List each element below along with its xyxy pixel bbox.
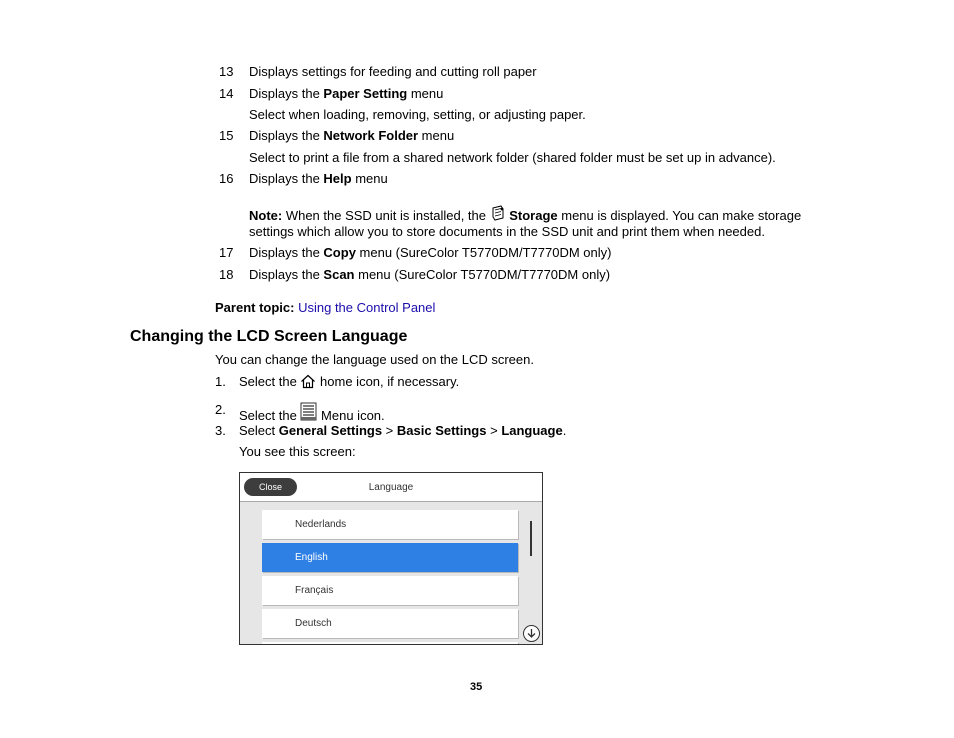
lcd-language-list	[240, 502, 542, 644]
parent-topic	[215, 300, 435, 315]
item-number-17: 17	[219, 245, 234, 260]
step-3-basic-settings: Basic Settings	[396, 423, 487, 438]
note-bold: Storage	[509, 208, 558, 223]
storage-icon	[490, 205, 506, 226]
step-number-2: 2.	[215, 402, 226, 417]
section-intro: You can change the language used on the LCD screen.	[215, 352, 534, 367]
parent-topic-link[interactable]: Using the Control Panel	[298, 300, 436, 315]
lcd-header	[240, 473, 542, 502]
lcd-language-item-selected[interactable]: English	[262, 543, 518, 572]
home-icon	[300, 374, 316, 392]
item-17-pre: Displays the	[249, 245, 324, 260]
step-1-post: home icon, if necessary.	[316, 374, 460, 389]
page-number: 35	[470, 681, 483, 693]
item-16-post: menu	[351, 171, 388, 186]
item-18-bold: Scan	[323, 267, 355, 282]
lcd-title: Language	[368, 482, 414, 493]
step-text-3	[239, 423, 566, 438]
item-17-post: menu (SureColor T5770DM/T7770DM only)	[355, 245, 612, 260]
step-2-pre: Select the	[239, 408, 301, 423]
item-18-post: menu (SureColor T5770DM/T7770DM only)	[354, 267, 611, 282]
step-1-pre: Select the	[239, 374, 301, 389]
step-3-language: Language	[501, 423, 563, 438]
scroll-down-icon[interactable]	[523, 625, 540, 642]
note-pre: When the SSD unit is installed, the	[282, 208, 490, 223]
step-3-sep-1: >	[382, 423, 397, 438]
item-15-post: menu	[418, 128, 455, 143]
step-text-1	[239, 374, 459, 392]
item-text-14	[249, 86, 443, 101]
item-text-13	[249, 64, 537, 79]
lcd-language-item[interactable]: Français	[262, 576, 518, 605]
item-text-18	[249, 267, 610, 282]
step-3-sep-2: >	[486, 423, 502, 438]
section-heading: Changing the LCD Screen Language	[130, 328, 408, 345]
step-3-pre: Select	[239, 423, 279, 438]
item-15-pre: Displays the	[249, 128, 324, 143]
item-16-pre: Displays the	[249, 171, 324, 186]
item-number-13: 13	[219, 64, 234, 79]
item-15-description: Select to print a file from a shared network folder (shared folder must be set up in advance).	[249, 150, 776, 165]
item-14-post: menu	[407, 86, 444, 101]
item-number-15: 15	[219, 128, 234, 143]
item-text-15	[249, 128, 454, 143]
parent-topic-label: Parent topic:	[215, 300, 295, 315]
item-18-pre: Displays the	[249, 267, 324, 282]
item-14-bold: Paper Setting	[323, 86, 408, 101]
lcd-screen	[239, 472, 543, 645]
note-line-1	[249, 205, 801, 226]
lcd-close-button[interactable]: Close	[244, 478, 297, 496]
item-16-bold: Help	[323, 171, 352, 186]
item-text-16	[249, 171, 388, 186]
note-label: Note:	[249, 208, 283, 223]
lcd-language-item-partial	[262, 642, 518, 645]
step-3-result: You see this screen:	[239, 444, 356, 459]
note-line-2: settings which allow you to store documents in the SSD unit and print them when needed.	[249, 224, 765, 239]
lcd-language-item[interactable]: Deutsch	[262, 609, 518, 638]
item-14-pre: Displays the	[249, 86, 324, 101]
note-post: menu is displayed. You can make storage	[557, 208, 802, 223]
item-14-description: Select when loading, removing, setting, or adjusting paper.	[249, 107, 586, 122]
step-3-general-settings: General Settings	[278, 423, 383, 438]
step-text-2	[239, 402, 385, 424]
menu-icon	[300, 402, 317, 424]
lcd-scrollbar[interactable]	[530, 521, 532, 556]
step-2-post: Menu icon.	[317, 408, 385, 423]
step-number-3: 3.	[215, 423, 226, 438]
item-15-bold: Network Folder	[323, 128, 419, 143]
item-number-16: 16	[219, 171, 234, 186]
item-13-pre: Displays settings for feeding and cutting roll paper	[249, 64, 537, 79]
step-3-end: .	[562, 423, 567, 438]
item-number-14: 14	[219, 86, 234, 101]
item-number-18: 18	[219, 267, 234, 282]
step-number-1: 1.	[215, 374, 226, 389]
lcd-language-item[interactable]: Nederlands	[262, 510, 518, 539]
item-text-17	[249, 245, 611, 260]
item-17-bold: Copy	[323, 245, 356, 260]
